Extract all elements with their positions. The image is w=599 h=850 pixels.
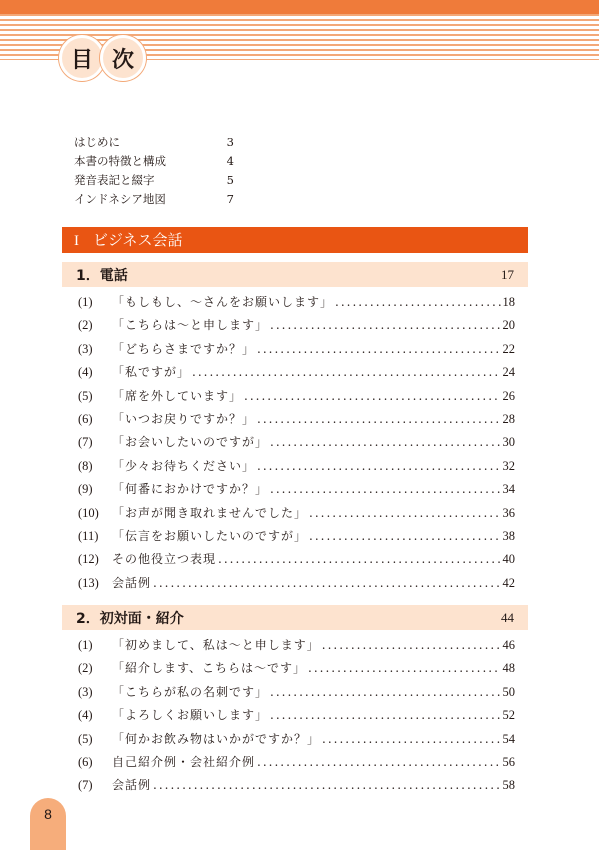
toc-number: (7) xyxy=(78,435,93,450)
intro-item-label: はじめに xyxy=(74,135,120,149)
toc-number: (5) xyxy=(78,388,93,403)
toc-number: (3) xyxy=(78,684,93,699)
toc-item[interactable] xyxy=(78,776,515,799)
toc-item[interactable] xyxy=(78,504,515,527)
title-char-2: 次 xyxy=(100,35,146,81)
leader-dots xyxy=(257,755,500,769)
header-bar xyxy=(0,0,599,14)
toc-item[interactable] xyxy=(78,574,515,597)
toc-number: (2) xyxy=(78,661,93,676)
toc-number: (1) xyxy=(78,295,93,309)
toc-item[interactable] xyxy=(78,730,515,753)
leader-dots xyxy=(335,295,500,309)
toc-text: その他役立つ表現 xyxy=(112,552,217,567)
toc-number: (13) xyxy=(78,575,99,590)
toc-text: 「こちらは～と申します」 xyxy=(112,318,269,333)
toc-text: 「席を外しています」 xyxy=(112,388,243,403)
leader-dots xyxy=(218,552,500,566)
leader-dots xyxy=(322,732,500,746)
leader-dots xyxy=(257,412,500,426)
toc-item[interactable] xyxy=(78,410,515,433)
leader-dots xyxy=(257,459,500,473)
toc-item[interactable] xyxy=(78,457,515,480)
toc-text: 「どちらさまですか？」 xyxy=(112,341,256,356)
toc-item[interactable] xyxy=(78,363,515,386)
intro-item-label: 本書の特徴と構成 xyxy=(74,154,166,168)
toc-page: 42 xyxy=(502,575,515,590)
toc-page: 22 xyxy=(502,341,515,356)
toc-page: 50 xyxy=(502,684,515,699)
part-header xyxy=(62,227,528,253)
intro-item[interactable] xyxy=(74,133,234,152)
intro-item-label: インドネシア地図 xyxy=(74,192,166,206)
chapter-title: 2．初対面・紹介 xyxy=(76,610,184,627)
toc-page: 18 xyxy=(502,295,515,309)
toc-item[interactable] xyxy=(78,480,515,503)
toc-number: (2) xyxy=(78,318,93,333)
toc-page: 32 xyxy=(502,458,515,473)
toc-number: (4) xyxy=(78,708,93,723)
toc-item[interactable] xyxy=(78,636,515,659)
toc-item[interactable] xyxy=(78,527,515,550)
toc-number: (3) xyxy=(78,341,93,356)
intro-item-page: 4 xyxy=(226,154,234,168)
leader-dots xyxy=(308,661,500,675)
toc-item[interactable] xyxy=(78,659,515,682)
toc-number: (8) xyxy=(78,458,93,473)
chapter-page: 44 xyxy=(501,609,514,625)
toc-page: 48 xyxy=(502,661,515,676)
part-title: ビジネス会話 xyxy=(93,231,183,249)
leader-dots xyxy=(153,576,500,590)
intro-item-page: 5 xyxy=(226,173,234,187)
toc-number: (6) xyxy=(78,411,93,426)
toc-page: 30 xyxy=(502,435,515,450)
toc-text: 「何かお飲み物はいかがですか？」 xyxy=(112,731,321,746)
chapter-header[interactable] xyxy=(62,262,528,287)
toc-page: 34 xyxy=(502,482,515,497)
toc-page: 54 xyxy=(502,731,515,746)
toc-text: 「よろしくお願いします」 xyxy=(112,708,269,723)
toc-text: 「いつお戻りですか？」 xyxy=(112,411,256,426)
toc-number: (1) xyxy=(78,638,93,652)
toc-number: (6) xyxy=(78,754,93,769)
toc-page: 58 xyxy=(502,778,515,793)
toc-number: (9) xyxy=(78,482,93,497)
leader-dots xyxy=(322,638,501,652)
toc-item[interactable] xyxy=(78,550,515,573)
leader-dots xyxy=(257,342,500,356)
toc-text: 「伝言をお願いしたいのですが」 xyxy=(112,528,308,543)
intro-item[interactable] xyxy=(74,152,234,171)
leader-dots xyxy=(270,435,500,449)
toc-page: 20 xyxy=(502,318,515,333)
toc-item[interactable] xyxy=(78,753,515,776)
chapter-page: 17 xyxy=(501,266,514,282)
leader-dots xyxy=(309,529,500,543)
intro-item-label: 発音表記と綴字 xyxy=(74,173,155,187)
toc-text: 「少々お待ちください」 xyxy=(112,458,256,473)
toc-number: (12) xyxy=(78,552,99,567)
title-char-1: 目 xyxy=(59,35,105,81)
leader-dots xyxy=(270,482,500,496)
page-number-tab xyxy=(30,798,66,850)
toc-item[interactable] xyxy=(78,387,515,410)
toc-page: 40 xyxy=(502,552,515,567)
intro-item[interactable] xyxy=(74,171,234,190)
toc-text: 会話例 xyxy=(112,575,152,590)
toc-text: 「もしもし、～さんをお願いします」 xyxy=(112,295,334,309)
toc-page: 36 xyxy=(502,505,515,520)
toc-page: 56 xyxy=(502,754,515,769)
leader-dots xyxy=(270,685,500,699)
toc-page: 26 xyxy=(502,388,515,403)
leader-dots xyxy=(153,778,500,792)
toc-text: 会話例 xyxy=(112,778,152,793)
toc-text: 「初めまして、私は～と申します」 xyxy=(112,638,320,652)
toc-page: 52 xyxy=(502,708,515,723)
leader-dots xyxy=(309,506,500,520)
toc-list xyxy=(78,293,515,597)
leader-dots xyxy=(270,708,500,722)
toc-list xyxy=(78,636,515,800)
toc-text: 「こちらが私の名刺です」 xyxy=(112,684,269,699)
chapter-title: 1．電話 xyxy=(76,267,128,284)
toc-number: (5) xyxy=(78,731,93,746)
toc-item[interactable] xyxy=(78,293,515,316)
toc-item[interactable] xyxy=(78,706,515,729)
toc-text: 「お会いしたいのですが」 xyxy=(112,435,269,450)
toc-text: 「紹介します、こちらは～です」 xyxy=(112,661,307,676)
leader-dots xyxy=(270,318,500,332)
toc-item[interactable] xyxy=(78,316,515,339)
toc-number: (11) xyxy=(78,528,99,543)
leader-dots xyxy=(192,365,500,379)
part-number: I xyxy=(74,233,79,249)
leader-dots xyxy=(244,389,500,403)
toc-text: 「何番におかけですか？」 xyxy=(112,482,269,497)
intro-item-page: 3 xyxy=(226,135,234,149)
toc-number: (7) xyxy=(78,778,93,793)
toc-item[interactable] xyxy=(78,340,515,363)
toc-text: 「私ですが」 xyxy=(112,365,191,380)
toc-text: 自己紹介例・会社紹介例 xyxy=(112,754,256,769)
intro-item-page: 7 xyxy=(226,192,234,206)
toc-text: 「お声が聞き取れませんでした」 xyxy=(112,505,308,520)
toc-page: 38 xyxy=(502,528,515,543)
intro-item[interactable] xyxy=(74,190,234,209)
toc-number: (4) xyxy=(78,365,93,380)
intro-list xyxy=(74,133,234,209)
toc-item[interactable] xyxy=(78,683,515,706)
chapter-header[interactable] xyxy=(62,605,528,630)
toc-number: (10) xyxy=(78,505,99,520)
toc-page: 46 xyxy=(502,638,515,652)
toc-item[interactable] xyxy=(78,433,515,456)
toc-page: 24 xyxy=(502,365,515,380)
page-number: 8 xyxy=(44,806,52,822)
toc-page: 28 xyxy=(502,411,515,426)
